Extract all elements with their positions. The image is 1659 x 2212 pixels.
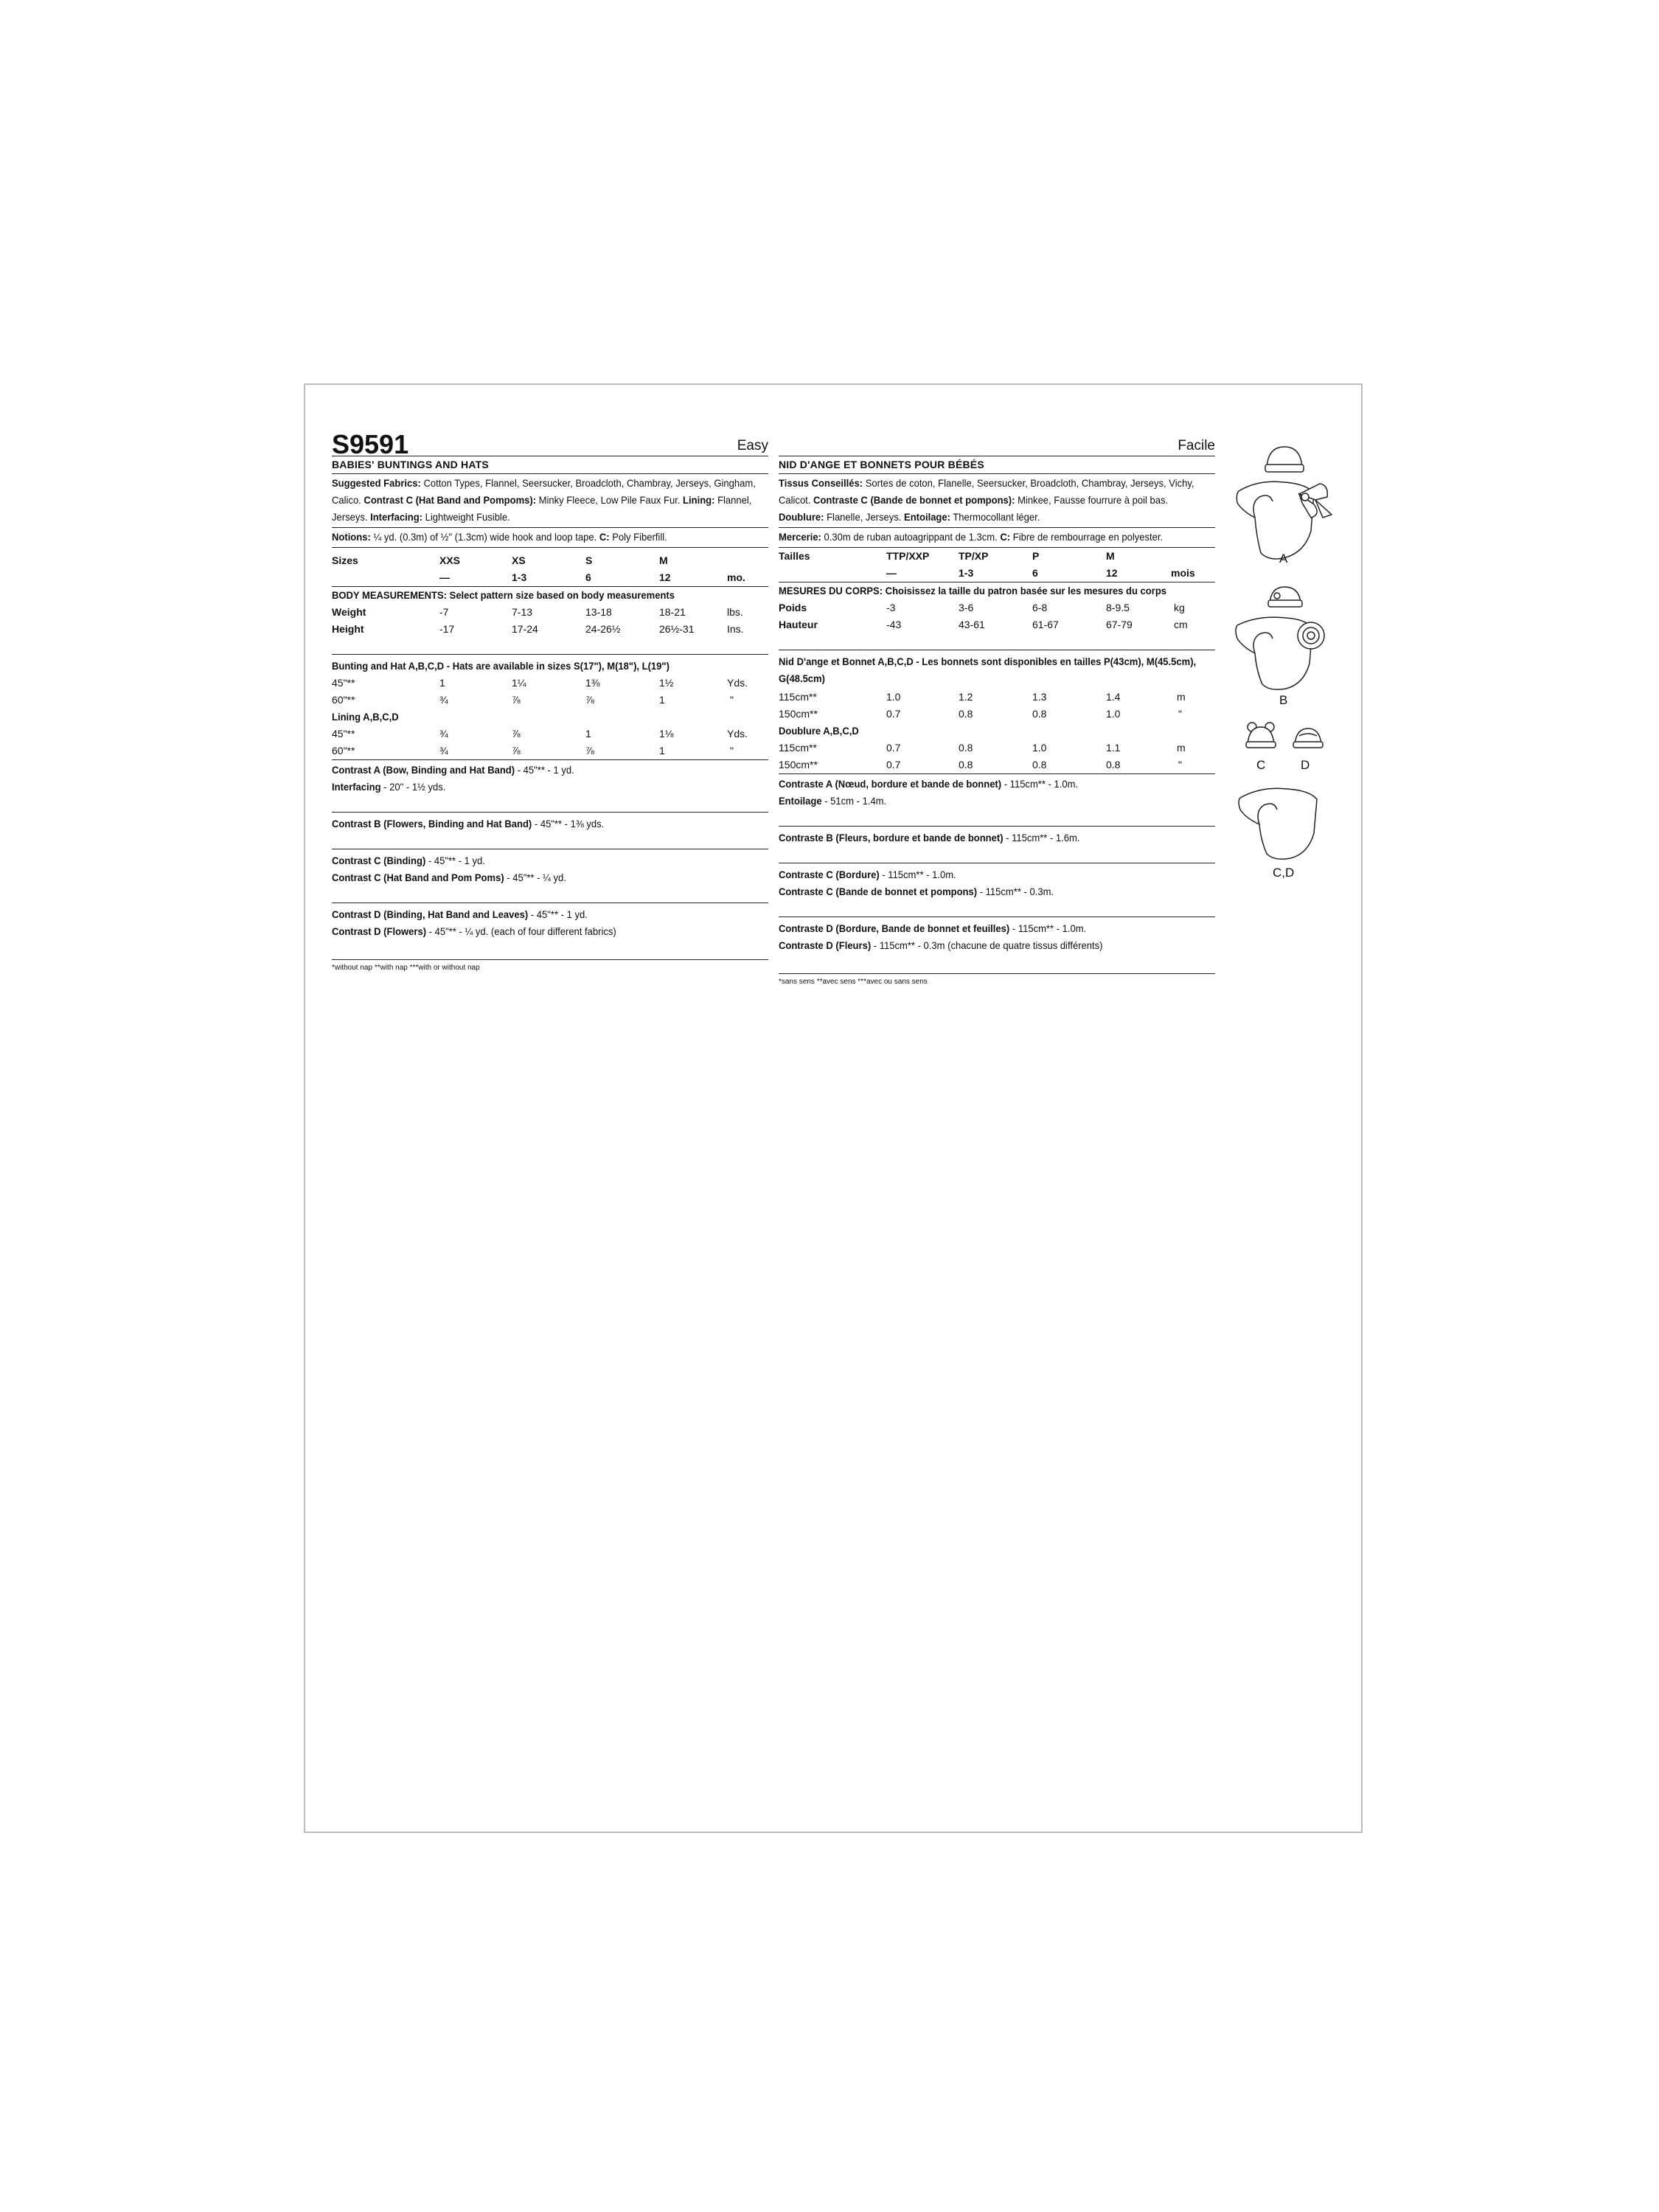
contrast-d-flowers-line-fr: Contraste D (Fleurs) - 115cm** - 0.3m (chacune de quatre tissus différents) xyxy=(779,939,1103,951)
footnote-en: *without nap **with nap ***with or without nap xyxy=(332,964,480,972)
yardage-row-fr: 150cm** 0.7 0.8 0.8 1.0 " xyxy=(779,708,1182,720)
height-row-fr: Hauteur -43 43-61 61-67 67-79 cm xyxy=(779,619,1188,630)
sizes-row: Sizes XXS XS S M xyxy=(332,554,668,566)
contrast-c-hatband-line-fr: Contraste C (Bande de bonnet et pompons) - 115cm** - 0.3m. xyxy=(779,886,1054,897)
body-measurements-heading-fr: MESURES DU CORPS: Choisissez la taille du patron basée sur les mesures du corps xyxy=(779,585,1167,597)
french-column xyxy=(779,429,1215,987)
yardage-row-fr: 150cm** 0.7 0.8 0.8 0.8 " xyxy=(779,759,1182,771)
ages-row: — 1-3 6 12 mo. xyxy=(439,571,745,583)
pattern-sheet xyxy=(304,383,1363,1833)
footnote-fr: *sans sens **avec sens ***avec ou sans sens xyxy=(779,978,928,986)
contrast-b-line: Contrast B (Flowers, Binding and Hat Band) - 45"** - 1⅜ yds. xyxy=(332,818,605,830)
ages-row-fr: — 1-3 6 12 mois xyxy=(886,567,1195,579)
contrast-c-binding-line-fr: Contraste C (Bordure) - 115cm** - 1.0m. xyxy=(779,869,956,880)
view-label-b: B xyxy=(1279,693,1288,707)
contrast-c-hatband-line: Contrast C (Hat Band and Pom Poms) - 45"** - ¼ yd. xyxy=(332,872,566,883)
interfacing-line-fr: Entoilage - 51cm - 1.4m. xyxy=(779,795,887,807)
contrast-c-binding-line: Contrast C (Binding) - 45"** - 1 yd. xyxy=(332,855,485,866)
notions-paragraph: Notions: ¼ yd. (0.3m) of ½" (1.3cm) wide hook and loop tape. C: Poly Fiberfill. xyxy=(332,531,667,543)
difficulty-level: Easy xyxy=(737,438,768,453)
yardage-row-fr: 115cm** 1.0 1.2 1.3 1.4 m xyxy=(779,691,1186,703)
yardage-row: 45"** 1 1¼ 1⅜ 1½ Yds. xyxy=(332,677,748,689)
pattern-code: S9591 xyxy=(332,429,409,459)
weight-row-fr: Poids -3 3-6 6-8 8-9.5 kg xyxy=(779,602,1185,613)
contrast-a-line-fr: Contraste A (Nœud, bordure et bande de bonnet) - 115cm** - 1.0m. xyxy=(779,778,1079,790)
yardage-row: 45"** ¾ ⅞ 1 1⅛ Yds. xyxy=(332,728,748,740)
view-label-d: D xyxy=(1301,758,1310,772)
bunting-cd-icon xyxy=(1239,788,1317,859)
english-column xyxy=(332,429,768,973)
section-title-fr: NID D'ANGE ET BONNETS POUR BÉBÉS xyxy=(779,459,984,470)
interfacing-line: Interfacing - 20" - 1½ yds. xyxy=(332,781,446,793)
fabrics-paragraph: Suggested Fabrics: Cotton Types, Flannel, Seersucker, Broadcloth, Chambray, Jerseys, Gingham, Calico. Contrast C (Hat Band and Pompoms): Minky Fleece, Low Pile Faux Fur. Lining: Flannel, Jerseys. Interfacing: Lightweight Fusible. xyxy=(332,477,756,523)
weight-row: Weight -7 7-13 13-18 18-21 lbs. xyxy=(332,606,743,618)
view-label-cd: C,D xyxy=(1273,866,1295,880)
bunting-heading-fr: Nid D'ange et Bonnet A,B,C,D - Les bonnets sont disponibles en tailles P(43cm), M(45.5cm), G(48.5cm) xyxy=(779,655,1197,684)
header-fr xyxy=(779,429,1215,456)
section-title: BABIES' BUNTINGS AND HATS xyxy=(332,459,489,470)
yardage-row: 60"** ¾ ⅞ ⅞ 1 " xyxy=(332,694,734,706)
height-row: Height -17 17-24 24-26½ 26½-31 Ins. xyxy=(332,623,744,635)
lining-heading-fr: Doublure A,B,C,D xyxy=(779,725,859,737)
contrast-d-flowers-line: Contrast D (Flowers) - 45"** - ¼ yd. (each of four different fabrics) xyxy=(332,925,616,937)
view-label-a: A xyxy=(1279,552,1288,566)
view-b-illustration xyxy=(1228,584,1339,702)
fabrics-paragraph-fr: Tissus Conseillés: Sortes de coton, Flanelle, Seersucker, Broadcloth, Chambray, Jerseys, Vichy, Calicot. Contraste C (Bande de bonnet et pompons): Minkee, Fausse fourrure à poil bas. Doublure: Flanelle, Jerseys. Entoilage: Thermocollant léger. xyxy=(779,477,1194,523)
view-label-c: C xyxy=(1256,758,1266,772)
bunting-heading: Bunting and Hat A,B,C,D - Hats are available in sizes S(17"), M(18"), L(19") xyxy=(332,660,669,672)
view-cd-bunting-illustration xyxy=(1233,779,1336,867)
body-measurements-heading: BODY MEASUREMENTS: Select pattern size based on body measurements xyxy=(332,589,675,601)
contrast-d-binding-line: Contrast D (Binding, Hat Band and Leaves) - 45"** - 1 yd. xyxy=(332,908,588,920)
notions-paragraph-fr: Mercerie: 0.30m de ruban autoagrippant de 1.3cm. C: Fibre de rembourrage en polyester. xyxy=(779,531,1164,543)
lining-heading: Lining A,B,C,D xyxy=(332,711,399,723)
yardage-row-fr: 115cm** 0.7 0.8 1.0 1.1 m xyxy=(779,742,1186,754)
contrast-a-line: Contrast A (Bow, Binding and Hat Band) - 45"** - 1 yd. xyxy=(332,764,574,776)
contrast-b-line-fr: Contraste B (Fleurs, bordure et bande de bonnet) - 115cm** - 1.6m. xyxy=(779,832,1080,844)
difficulty-level-fr: Facile xyxy=(1178,438,1215,453)
view-cd-hats-illustration xyxy=(1236,720,1332,757)
header-en xyxy=(332,429,768,459)
yardage-row: 60"** ¾ ⅞ ⅞ 1 " xyxy=(332,745,734,757)
sizes-row-fr: Tailles TTP/XXP TP/XP P M xyxy=(779,550,1115,562)
hat-band-a xyxy=(1265,465,1304,472)
contrast-d-binding-line-fr: Contraste D (Bordure, Bande de bonnet et feuilles) - 115cm** - 1.0m. xyxy=(779,922,1087,934)
